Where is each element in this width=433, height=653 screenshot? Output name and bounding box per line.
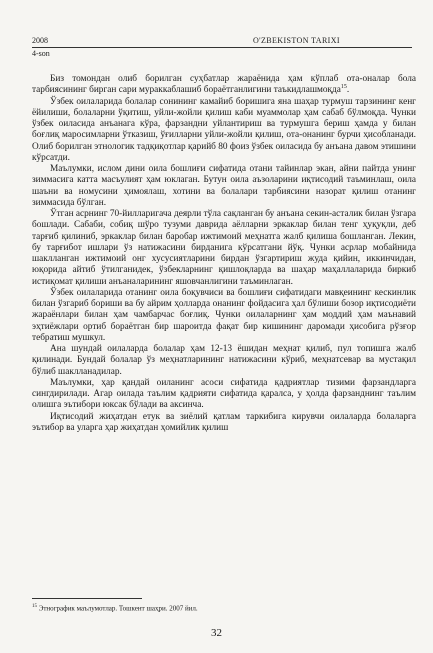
- page-number: 32: [211, 627, 222, 639]
- paragraph-text: Биз томондан олиб борилган суҳбатлар жараёнида ҳам кўплаб ота-оналар бола тарбиясининг бирган сари мураккаблашиб бораётганлигини таъкидлашмоқда: [32, 74, 416, 96]
- paragraph-text: Маълумки, ислом дини оила бошлиғи сифатида отани тайинлар экан, айни пайтда унинг зиммасига катта масъулият ҳам юклаган. Бутун оила аъзоларини иқтисодий таъминлаш, оила шаъни ва номусини ҳимоялаш, хотини ва болалари тарбиясини назорат қилиш отанинг зиммасида бўлган.: [32, 164, 416, 208]
- paragraph: [32, 288, 416, 344]
- header-year: 2008: [32, 36, 48, 45]
- paragraph-text: Ўзбек оилаларида болалар сонининг камайиб боришига яна шаҳар турмуш тарзининг кенг ёйилиши, болаларни ўқитиш, уйли-жойли қилиш каби муаммолар ҳам сабаб бўлмоқда. Чунки ўзбек оиласида анъанага кўра, фарзандни уйлантириш ва турмушга бериш ҳамда у билан боғлиқ маросимларни ўтказиш, ўғилларни уйли-жойли қилиш, ота-онанинг бурчи ҳисобланади. Олиб борилган этнологик тадқиқотлар қарийб 80 фоиз ўзбек оиласида бу анъана давом этишини кўрсатди.: [32, 96, 416, 163]
- paragraph: [32, 209, 416, 288]
- paragraph: [32, 412, 416, 435]
- paragraph: [32, 164, 416, 209]
- header-rule: [32, 47, 412, 48]
- paragraph: [32, 378, 416, 412]
- paragraph-text: Ўзбек оилаларида отанинг оила боқувчиси ва бошлиғи сифатидаги мавқеининг кескинлик билан ўзгариб бориши ва бу айрим ҳолларда онанинг фойдасига ҳал бўлиши бозор иқтисодиёти жараёнлари билан ҳам чамбарчас боғлиқ. Чунки оилаларнинг ҳам моддий ҳам маънавий эҳтиёжлари ортиб бораётган бир шароитда фақат бир кишининг даромади ҳисобига рўзғор тебратиш мушкул.: [32, 287, 416, 343]
- paragraph-text: Маълумки, ҳар қандай оиланинг асоси сифатида қадриятлар тизими фарзандларга сингдирилади. Агар оилада таълим қадрияти сифатида қаралса, у ҳолда фарзанднинг таълим олишга эътибори юксак бўлади ва аксинча.: [32, 377, 416, 411]
- footnote-ref: 15: [340, 84, 347, 91]
- header-journal-title: O'ZBEKISTON TARIXI: [252, 36, 340, 45]
- footnote-number: 15: [32, 604, 37, 609]
- paragraph: [32, 344, 416, 378]
- footnote: [32, 602, 416, 613]
- footnote-text: Этнографик маълумотлар. Тошкент шаҳри. 2007 йил.: [38, 604, 198, 613]
- paragraph-text: Иқтисодий жиҳатдан етук ва зиёлий қатлам таркибига кирувчи оилаларда болаларга эътибор ва уларга ҳар жиҳатдан ҳомийлик қилиш: [32, 411, 416, 433]
- header-issue: 4-son: [32, 49, 50, 58]
- body-text: [32, 74, 416, 434]
- paragraph-text: Ана шундай оилаларда болалар ҳам 12-13 ёшидан меҳнат қилиб, пул топишга жалб қилинади. Бундай болалар ўз меҳнатларининг натижасини кўриб, меҳнатсевар ва мустақил бўлиб шаклланадилар.: [32, 344, 416, 377]
- paragraph-end: .: [346, 85, 350, 96]
- footnote-rule: [32, 598, 142, 599]
- paragraph-text: Ўтган асрнинг 70-йилларигача деярли тўла сақланган бу анъана секин-асталик билан ўзгара бошлади. Сабаби, собиқ шўро тузуми даврида аёлларни эркаклар билан тенг ҳуқуқли, деб тарғиб қилиниб, эркаклар билан баробар ижтимоий меҳнатга жалб қилиша бошланган. Лекин, бу тарғибот ишлари ўз натижасини бирданига кўрсатгани йўқ. Чунки асрлар мобайнида шаклланган ижтимоий онг хусусиятларини бирдан ўзгартириш жуда қийин, иккинчидан, юқорида айтиб ўтилганидек, ўзбекларнинг қишлоқларда ва шаҳар маҳаллаларида биркиб истиқомат қилиши анъаналарининг яшовчанлигини таъминлаган.: [32, 209, 416, 287]
- paragraph: [32, 74, 416, 97]
- paragraph: [32, 97, 416, 165]
- running-header: [32, 30, 412, 60]
